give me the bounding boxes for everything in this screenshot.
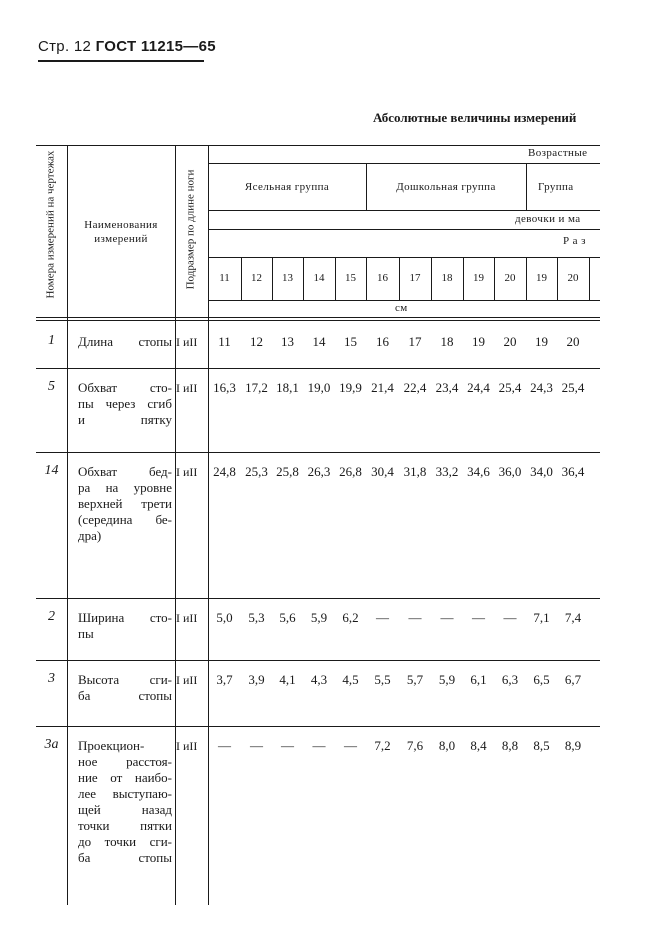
age-header: Возрастные — [528, 147, 588, 159]
value-cell: 24,4 — [467, 380, 490, 395]
row-name-line: ние от наибо- — [78, 770, 172, 785]
name-column-header: Наименования измерений — [84, 219, 158, 245]
value-cell: 16,3 — [213, 380, 236, 395]
value-cell: — — [376, 610, 389, 625]
value-cell: 11 — [218, 334, 231, 349]
value-cell: 15 — [344, 334, 357, 349]
value-cell: 12 — [250, 334, 263, 349]
size-number: 11 — [219, 272, 230, 284]
value-cell: 36,0 — [498, 464, 522, 479]
value-cell: 14 — [312, 334, 326, 349]
row-name-line: точки пятки — [78, 818, 172, 833]
row-subsize: I иII — [176, 381, 198, 395]
row-subsize: I иII — [176, 465, 198, 479]
gender-rule — [208, 229, 600, 230]
value-cell: — — [408, 610, 422, 625]
value-cell: 34,0 — [530, 464, 553, 479]
value-cell: 6,5 — [533, 672, 550, 687]
value-cell: 25,3 — [245, 464, 268, 479]
value-cell: 19,9 — [339, 380, 362, 395]
value-cell: 22,4 — [403, 380, 427, 395]
value-cell: 13 — [281, 334, 294, 349]
row-rule — [36, 368, 600, 369]
row-subsize: I иII — [176, 611, 198, 625]
size-number: 13 — [282, 272, 293, 284]
value-cell: 8,9 — [564, 738, 582, 753]
group-doshk-label: Дошкольная группа — [396, 181, 496, 193]
header-bottom-rule — [36, 317, 600, 318]
value-cell: 25,4 — [561, 380, 585, 395]
value-cell: 30,4 — [371, 464, 394, 479]
row-number: 3а — [44, 737, 59, 752]
value-cell: — — [250, 738, 263, 753]
header-rule — [38, 60, 204, 62]
row-name-line: ба стопы — [78, 688, 172, 703]
row-rule — [36, 660, 600, 661]
value-cell: 4,1 — [279, 672, 296, 687]
row-number: 1 — [48, 333, 55, 348]
value-cell: — — [281, 738, 294, 753]
value-cell: — — [344, 738, 357, 753]
value-cell: 33,2 — [435, 464, 459, 479]
size-number: 15 — [345, 272, 356, 284]
value-cell: 24,8 — [213, 464, 236, 479]
size-number: 14 — [313, 272, 325, 284]
table-top-rule — [36, 145, 600, 146]
table-title: Абсолютные величины измерений — [373, 110, 577, 125]
value-cell: 18,1 — [276, 380, 299, 395]
row-subsize: I иII — [176, 739, 198, 753]
size-number: 12 — [251, 272, 262, 284]
group-next-label: Группа — [538, 181, 574, 193]
value-cell: 17 — [408, 334, 422, 349]
row-name-line: щей назад — [78, 802, 172, 817]
size-number: 20 — [504, 272, 516, 284]
value-cell: 5,6 — [279, 610, 296, 625]
value-cell: 31,8 — [403, 464, 427, 479]
value-cell: 7,6 — [406, 738, 424, 753]
size-number: 19 — [536, 272, 547, 284]
col-rule-name — [175, 145, 176, 905]
value-cell: 8,8 — [501, 738, 519, 753]
row-name-line: пы — [78, 626, 94, 641]
size-rule — [208, 257, 600, 258]
row-rule — [36, 726, 600, 727]
row-number: 5 — [48, 379, 55, 394]
page-number: Стр. 12 — [38, 38, 92, 55]
row-number: 2 — [48, 609, 55, 624]
row-rule — [36, 598, 600, 599]
col-rule-num — [67, 145, 68, 905]
size-header: Р а з — [563, 235, 586, 247]
header-bottom-rule-2 — [36, 320, 600, 321]
value-cell: 5,9 — [438, 672, 456, 687]
row-name-line: и пятку — [78, 412, 172, 427]
value-cell: 3,9 — [248, 672, 265, 687]
row-name-line: Обхват бед- — [78, 464, 172, 479]
value-cell: 18 — [440, 334, 454, 349]
value-cell: 23,4 — [435, 380, 459, 395]
row-name-line: ба стопы — [78, 850, 172, 865]
group-yasli-label: Ясельная группа — [244, 181, 330, 193]
value-cell: 5,7 — [406, 672, 424, 687]
subsize-column-header: Подразмер по длине ноги — [184, 169, 197, 290]
size-number: 20 — [567, 272, 579, 284]
value-cell: 19 — [535, 334, 548, 349]
row-name-line: Проекцион- — [78, 738, 145, 753]
value-cell: 4,3 — [310, 672, 328, 687]
value-cell: 7,4 — [564, 610, 582, 625]
value-cell: 7,1 — [533, 610, 550, 625]
row-name-line: ное расстоя- — [78, 754, 172, 769]
value-cell: 5,3 — [248, 610, 265, 625]
value-cell: 20 — [566, 334, 580, 349]
value-cell: 6,7 — [564, 672, 582, 687]
col-rule-subsize — [208, 145, 209, 905]
value-cell: 16 — [376, 334, 389, 349]
size-number: 18 — [441, 272, 453, 284]
value-cell: — — [503, 610, 517, 625]
row-subsize: I иII — [176, 335, 198, 349]
row-name-line: дра) — [78, 528, 102, 543]
unit-rule — [208, 300, 600, 301]
value-cell: 7,2 — [374, 738, 391, 753]
value-cell: 4,5 — [342, 672, 359, 687]
size-number: 17 — [409, 272, 421, 284]
value-cell: 8,5 — [533, 738, 550, 753]
value-cell: — — [218, 738, 231, 753]
size-number: 16 — [377, 272, 388, 284]
value-cell: 3,7 — [216, 672, 233, 687]
value-cell: 5,0 — [216, 610, 233, 625]
row-name-line: лее выступаю- — [78, 786, 172, 801]
row-subsize: I иII — [176, 673, 198, 687]
age-rule — [208, 163, 600, 164]
value-cell: 21,4 — [371, 380, 394, 395]
value-cell: 6,2 — [342, 610, 359, 625]
value-cell: 26,8 — [339, 464, 362, 479]
value-cell: 25,8 — [276, 464, 299, 479]
value-cell: 19,0 — [307, 380, 331, 395]
unit-label: см — [395, 302, 408, 314]
gender-header: девочки и ма — [515, 213, 581, 225]
size-col-rule — [589, 257, 590, 300]
value-cell: 6,3 — [501, 672, 519, 687]
row-name-line: до точки сги- — [78, 834, 172, 849]
row-rule — [36, 452, 600, 453]
row-name-line: ра на уровне — [78, 480, 172, 495]
standard-number: ГОСТ 11215—65 — [95, 38, 216, 55]
value-cell: 26,3 — [307, 464, 331, 479]
row-name-line: Ширина сто- — [78, 610, 172, 625]
row-name-line: Высота сги- — [78, 672, 172, 687]
num-column-header: Номера измерений на чертежах — [44, 150, 57, 299]
row-name-line: (середина бе- — [78, 512, 172, 527]
value-cell: 6,1 — [470, 672, 487, 687]
value-cell: — — [440, 610, 454, 625]
value-cell: 5,5 — [374, 672, 391, 687]
value-cell: 20 — [503, 334, 517, 349]
row-name-line: пы через сгиб — [78, 396, 172, 411]
row-name-line: Обхват сто- — [78, 380, 172, 395]
value-cell: — — [472, 610, 485, 625]
value-cell: 24,3 — [530, 380, 553, 395]
value-cell: 34,6 — [467, 464, 490, 479]
row-name-line: Длина стопы — [78, 334, 172, 349]
value-cell: 36,4 — [561, 464, 585, 479]
value-cell: 25,4 — [498, 380, 522, 395]
value-cell: 19 — [472, 334, 485, 349]
value-cell: — — [312, 738, 326, 753]
value-cell: 17,2 — [245, 380, 268, 395]
group-rule — [208, 210, 600, 211]
group-sep-2 — [526, 163, 527, 210]
row-number: 3 — [48, 671, 55, 686]
value-cell: 5,9 — [310, 610, 328, 625]
row-number: 14 — [44, 463, 59, 478]
size-number: 19 — [473, 272, 484, 284]
value-cell: 8,4 — [470, 738, 487, 753]
row-name-line: верхней трети — [78, 496, 172, 511]
value-cell: 8,0 — [438, 738, 456, 753]
page-header — [38, 38, 216, 55]
